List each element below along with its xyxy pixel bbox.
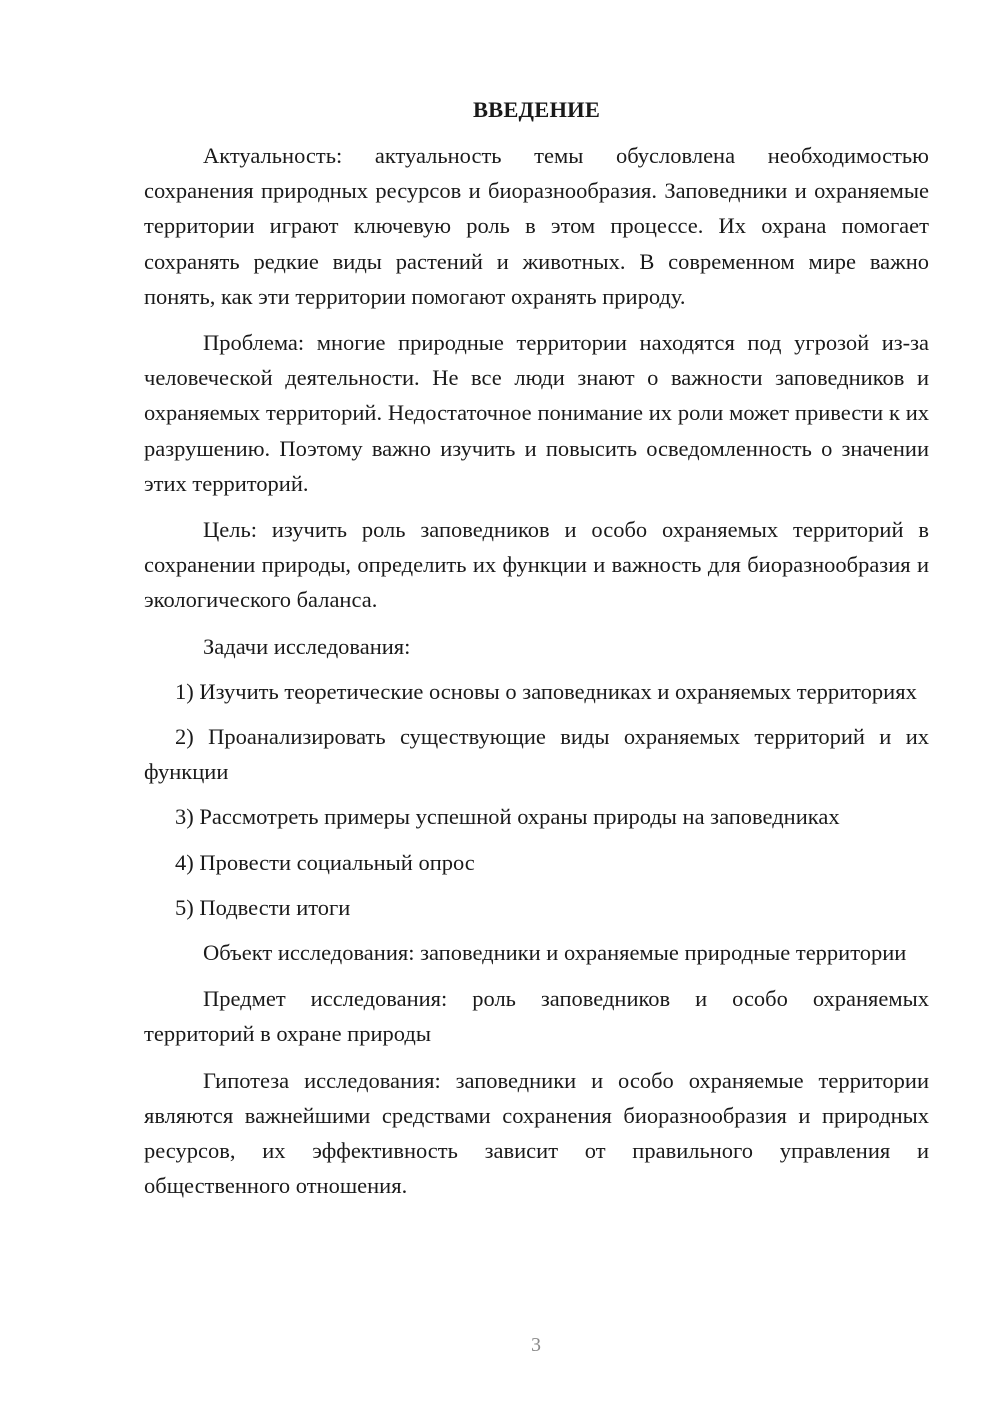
paragraph-hypothesis: Гипотеза исследования: заповедники и особо охраняемые территории являются важнейшими средствами сохранения биоразнообразия и природных ресурсов, их эффективность зависит от правильного управления и общественного отношения. [144,1067,929,1199]
task-item-1: 1) Изучить теоретические основы о заповедниках и охраняемых территориях [175,678,917,704]
task-item-4: 4) Провести социальный опрос [175,849,475,875]
paragraph-problem: Проблема: многие природные территории находятся под угрозой из-за человеческой деятельности. Не все люди знают о важности заповедников и охраняемых территорий. Недостаточное понимание их роли может привести к их разрушению. Поэтому важно изучить и повысить осведомленность о значении этих территорий. [144,330,929,496]
paragraph-subject: Предмет исследования: роль заповедников и особо охраняемых территорий в охране природы [144,986,929,1047]
document-page [144,92,929,1203]
paragraph-object: Объект исследования: заповедники и охраняемые природные территории [203,940,907,966]
task-item-2: 2) Проанализировать существующие виды охраняемых территорий и их функции [144,724,929,785]
page-title: ВВЕДЕНИЕ [472,97,601,122]
paragraph-relevance: Актуальность: актуальность темы обусловлена необходимостью сохранения природных ресурсов и биоразнообразия. Заповедники и охраняемые территории играют ключевую роль в этом процессе. Их охрана помогает сохранять редкие виды растений и животных. В современном мире важно понять, как эти территории помогают охранять природу. [144,143,929,309]
paragraph-goal: Цель: изучить роль заповедников и особо охраняемых территорий в сохранении природы, определить их функции и важность для биоразнообразия и экологического баланса. [144,517,929,613]
task-item-3: 3) Рассмотреть примеры успешной охраны природы на заповедниках [175,804,840,830]
tasks-heading: Задачи исследования: [203,633,411,659]
page-number: 3 [531,1334,541,1356]
task-item-5: 5) Подвести итоги [175,894,351,920]
